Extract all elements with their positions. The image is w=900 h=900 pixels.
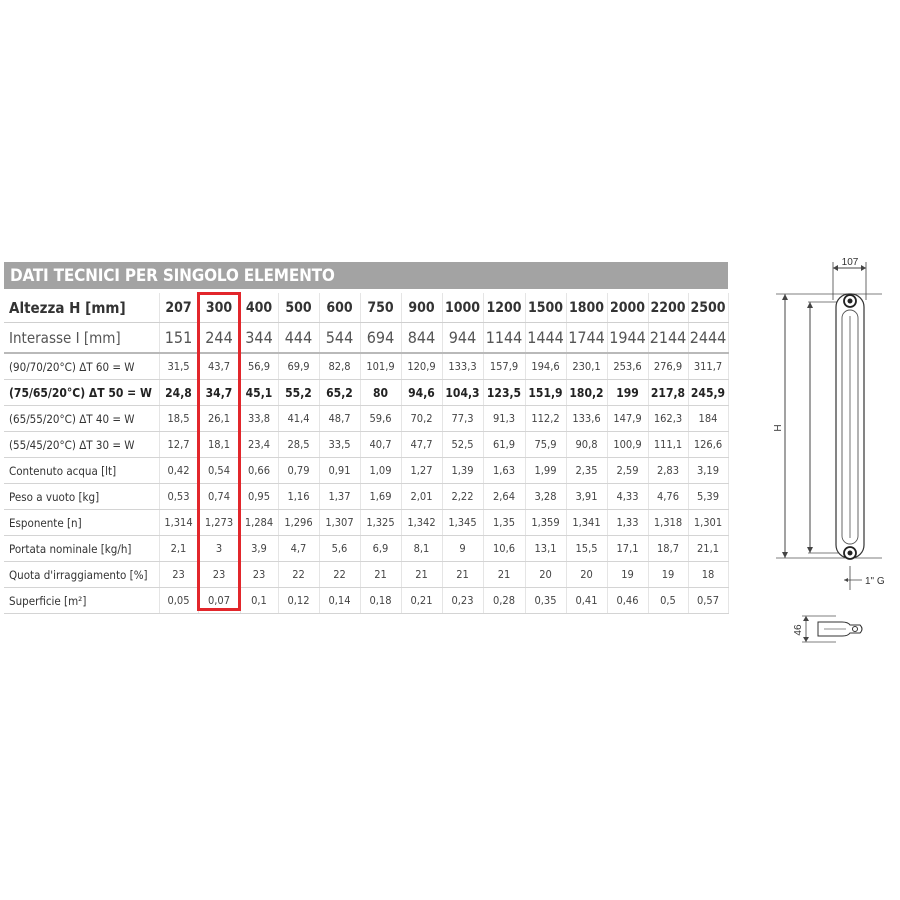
table-cell: 147,9 [607, 406, 648, 432]
depth-dimension-label: 46 [793, 624, 804, 636]
table-cell: 0,74 [198, 484, 240, 510]
table-cell: 311,7 [688, 353, 728, 380]
row-label: Portata nominale [kg/h] [4, 536, 159, 562]
table-cell: 2,64 [483, 484, 525, 510]
table-cell: 3,28 [525, 484, 566, 510]
table-cell: 75,9 [525, 432, 566, 458]
table-cell: 600 [319, 293, 360, 323]
table-cell: 111,1 [648, 432, 688, 458]
table-cell: 344 [240, 323, 278, 354]
table-cell: 21 [442, 562, 483, 588]
table-cell: 1800 [566, 293, 607, 323]
table-cell: 1,359 [525, 510, 566, 536]
table-cell: 104,3 [442, 380, 483, 406]
table-cell: 12,7 [159, 432, 198, 458]
table-cell: 2,83 [648, 458, 688, 484]
table-cell: 0,28 [483, 588, 525, 614]
table-cell: 22 [319, 562, 360, 588]
table-cell: 0,57 [688, 588, 728, 614]
table-cell: 217,8 [648, 380, 688, 406]
table-cell: 444 [278, 323, 319, 354]
table-cell: 1,296 [278, 510, 319, 536]
table-cell: 253,6 [607, 353, 648, 380]
table-cell: 21 [360, 562, 401, 588]
table-cell: 19 [607, 562, 648, 588]
connection-label: 1" G [865, 576, 885, 587]
table-cell: 157,9 [483, 353, 525, 380]
table-cell: 151,9 [525, 380, 566, 406]
table-title: DATI TECNICI PER SINGOLO ELEMENTO [4, 262, 728, 289]
table-cell: 20 [525, 562, 566, 588]
table-cell: 80 [360, 380, 401, 406]
table-cell: 34,7 [198, 380, 240, 406]
row-label: Contenuto acqua [lt] [4, 458, 159, 484]
row-label: Altezza H [mm] [4, 293, 159, 323]
table-cell: 3 [198, 536, 240, 562]
table-cell: 1000 [442, 293, 483, 323]
table-cell: 33,8 [240, 406, 278, 432]
table-cell: 22 [278, 562, 319, 588]
table-cell: 40,7 [360, 432, 401, 458]
table-cell: 1,69 [360, 484, 401, 510]
table-cell: 400 [240, 293, 278, 323]
table-cell: 8,1 [401, 536, 442, 562]
table-cell: 59,6 [360, 406, 401, 432]
table-cell: 1,301 [688, 510, 728, 536]
table-cell: 500 [278, 293, 319, 323]
table-cell: 180,2 [566, 380, 607, 406]
table-cell: 0,35 [525, 588, 566, 614]
table-cell: 1744 [566, 323, 607, 354]
table-cell: 133,3 [442, 353, 483, 380]
table-cell: 21 [483, 562, 525, 588]
table-cell: 2,01 [401, 484, 442, 510]
table-cell: 4,7 [278, 536, 319, 562]
table-cell: 0,46 [607, 588, 648, 614]
table-cell: 944 [442, 323, 483, 354]
table-cell: 23,4 [240, 432, 278, 458]
table-cell: 126,6 [688, 432, 728, 458]
table-cell: 13,1 [525, 536, 566, 562]
table-cell: 61,9 [483, 432, 525, 458]
table-cell: 1,35 [483, 510, 525, 536]
table-cell: 1,314 [159, 510, 198, 536]
table-cell: 1444 [525, 323, 566, 354]
table-cell: 112,2 [525, 406, 566, 432]
table-cell: 2,22 [442, 484, 483, 510]
table-cell: 1,342 [401, 510, 442, 536]
table-cell: 1200 [483, 293, 525, 323]
table-cell: 1,16 [278, 484, 319, 510]
table-cell: 0,5 [648, 588, 688, 614]
table-cell: 77,3 [442, 406, 483, 432]
table-cell: 10,6 [483, 536, 525, 562]
table-cell: 900 [401, 293, 442, 323]
table-cell: 0,91 [319, 458, 360, 484]
table-cell: 91,3 [483, 406, 525, 432]
row-label: (90/70/20°C) ΔT 60 = W [4, 353, 159, 380]
table-cell: 4,76 [648, 484, 688, 510]
table-cell: 23 [240, 562, 278, 588]
table-cell: 1500 [525, 293, 566, 323]
table-cell: 230,1 [566, 353, 607, 380]
row-label: (65/55/20°C) ΔT 40 = W [4, 406, 159, 432]
table-cell: 151 [159, 323, 198, 354]
table-cell: 52,5 [442, 432, 483, 458]
table-cell: 1144 [483, 323, 525, 354]
table-cell: 2500 [688, 293, 728, 323]
table-cell: 276,9 [648, 353, 688, 380]
table-cell: 2444 [688, 323, 728, 354]
table-cell: 544 [319, 323, 360, 354]
table-cell: 0,95 [240, 484, 278, 510]
table-cell: 69,9 [278, 353, 319, 380]
table-cell: 26,1 [198, 406, 240, 432]
row-label: Superficie [m²] [4, 588, 159, 614]
table-cell: 19 [648, 562, 688, 588]
row-label: (75/65/20°C) ΔT 50 = W [4, 380, 159, 406]
table-cell: 1,345 [442, 510, 483, 536]
table-cell: 56,9 [240, 353, 278, 380]
table-cell: 207 [159, 293, 198, 323]
table-cell: 245,9 [688, 380, 728, 406]
table-cell: 0,42 [159, 458, 198, 484]
table-cell: 1,33 [607, 510, 648, 536]
table-cell: 0,07 [198, 588, 240, 614]
table-cell: 100,9 [607, 432, 648, 458]
table-cell: 18,1 [198, 432, 240, 458]
table-cell: 0,21 [401, 588, 442, 614]
table-cell: 6,9 [360, 536, 401, 562]
table-cell: 55,2 [278, 380, 319, 406]
table-cell: 1,318 [648, 510, 688, 536]
table-cell: 17,1 [607, 536, 648, 562]
table-cell: 844 [401, 323, 442, 354]
table-cell: 162,3 [648, 406, 688, 432]
row-label: Esponente [n] [4, 510, 159, 536]
row-label: Peso a vuoto [kg] [4, 484, 159, 510]
table-cell: 123,5 [483, 380, 525, 406]
table-cell: 48,7 [319, 406, 360, 432]
table-cell: 1,37 [319, 484, 360, 510]
table-cell: 0,18 [360, 588, 401, 614]
table-cell: 2144 [648, 323, 688, 354]
table-cell: 0,41 [566, 588, 607, 614]
table-cell: 0,1 [240, 588, 278, 614]
table-cell: 21 [401, 562, 442, 588]
table-cell: 3,91 [566, 484, 607, 510]
table-cell: 3,9 [240, 536, 278, 562]
table-cell: 1,63 [483, 458, 525, 484]
table-cell: 1,307 [319, 510, 360, 536]
table-cell: 1,99 [525, 458, 566, 484]
table-cell: 5,6 [319, 536, 360, 562]
table-cell: 94,6 [401, 380, 442, 406]
table-cell: 0,53 [159, 484, 198, 510]
table-cell: 0,14 [319, 588, 360, 614]
table-cell: 0,79 [278, 458, 319, 484]
table-cell: 45,1 [240, 380, 278, 406]
table-cell: 120,9 [401, 353, 442, 380]
table-cell: 23 [159, 562, 198, 588]
table-cell: 23 [198, 562, 240, 588]
table-cell: 194,6 [525, 353, 566, 380]
table-cell: 2,59 [607, 458, 648, 484]
table-cell: 1,39 [442, 458, 483, 484]
table-cell: 18,7 [648, 536, 688, 562]
table-cell: 20 [566, 562, 607, 588]
table-cell: 18 [688, 562, 728, 588]
table-cell: 1,284 [240, 510, 278, 536]
table-cell: 82,8 [319, 353, 360, 380]
row-label: Interasse I [mm] [4, 323, 159, 354]
table-cell: 694 [360, 323, 401, 354]
table-cell: 1,341 [566, 510, 607, 536]
table-cell: 65,2 [319, 380, 360, 406]
table-cell: 0,54 [198, 458, 240, 484]
table-cell: 15,5 [566, 536, 607, 562]
table-cell: 1944 [607, 323, 648, 354]
table-cell: 101,9 [360, 353, 401, 380]
table-cell: 0,12 [278, 588, 319, 614]
table-cell: 3,19 [688, 458, 728, 484]
table-cell: 43,7 [198, 353, 240, 380]
table-cell: 0,05 [159, 588, 198, 614]
table-cell: 70,2 [401, 406, 442, 432]
table-cell: 1,09 [360, 458, 401, 484]
height-dimension-label: H [773, 424, 784, 432]
table-cell: 0,23 [442, 588, 483, 614]
table-cell: 90,8 [566, 432, 607, 458]
table-cell: 41,4 [278, 406, 319, 432]
table-cell: 2,35 [566, 458, 607, 484]
table-cell: 9 [442, 536, 483, 562]
table-cell: 1,27 [401, 458, 442, 484]
table-cell: 24,8 [159, 380, 198, 406]
table-cell: 47,7 [401, 432, 442, 458]
table-cell: 28,5 [278, 432, 319, 458]
table-cell: 33,5 [319, 432, 360, 458]
table-cell: 18,5 [159, 406, 198, 432]
table-cell: 184 [688, 406, 728, 432]
table-cell: 1,273 [198, 510, 240, 536]
table-cell: 21,1 [688, 536, 728, 562]
table-cell: 2000 [607, 293, 648, 323]
table-cell: 1,325 [360, 510, 401, 536]
table-cell: 5,39 [688, 484, 728, 510]
table-cell: 2,1 [159, 536, 198, 562]
table-cell: 750 [360, 293, 401, 323]
table-cell: 2200 [648, 293, 688, 323]
table-cell: 0,66 [240, 458, 278, 484]
row-label: Quota d'irraggiamento [%] [4, 562, 159, 588]
table-cell: 4,33 [607, 484, 648, 510]
table-cell: 244 [198, 323, 240, 354]
table-cell: 199 [607, 380, 648, 406]
row-label: (55/45/20°C) ΔT 30 = W [4, 432, 159, 458]
width-dimension-label: 107 [841, 257, 859, 268]
table-cell: 133,6 [566, 406, 607, 432]
table-cell: 31,5 [159, 353, 198, 380]
table-cell: 300 [198, 293, 240, 323]
